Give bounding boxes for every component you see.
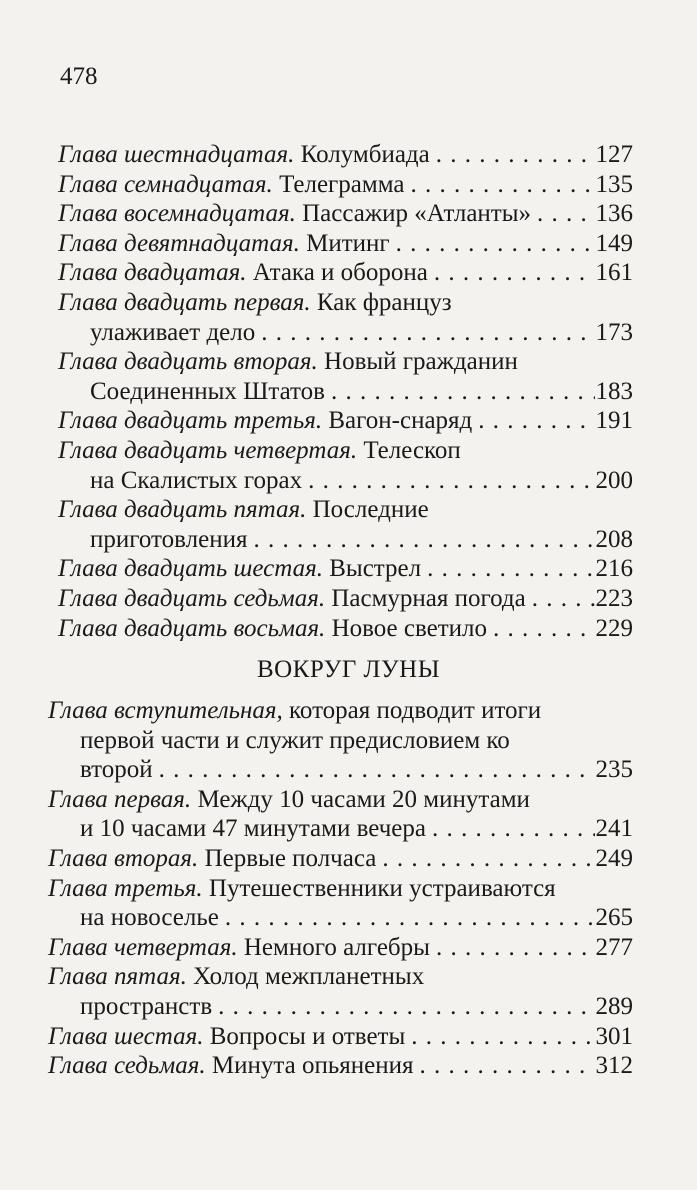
toc-entry-text [48,844,376,874]
chapter-name-line: Вагон-снаряд [328,407,473,435]
toc-entry-last-line [58,406,633,436]
toc-entry [0,229,697,259]
toc-entry-first-line [48,962,633,992]
toc-entry-text [48,1022,405,1052]
chapter-name-line: Новое светило [331,614,488,642]
toc-entry-last-line [48,1051,633,1081]
toc-entry [0,696,697,785]
chapter-name-line: Путешественники устраиваются [208,874,556,902]
chapter-name-line: Соединенных Штатов [90,377,325,405]
chapter-name-line: Вопросы и ответы [209,1022,406,1050]
toc-entry-text [48,933,430,963]
dot-leader [421,554,595,584]
chapter-name-line: на новоселье [80,904,219,932]
chapter-name-line: улаживает дело [90,318,256,346]
toc-entry-text [58,614,487,644]
page-ref: 277 [595,933,633,961]
dot-leader [413,1051,595,1081]
page-number: 478 [60,63,98,90]
toc-entry-last-line [58,554,633,584]
page-ref: 265 [595,904,633,932]
toc-entry [0,199,697,229]
toc-entry [0,874,697,933]
dot-leader [302,466,595,496]
dot-leader [526,584,595,614]
toc-entry [0,1022,697,1052]
table-of-contents [0,140,697,1081]
toc-entry [0,406,697,436]
toc-entry-last-line [58,229,633,259]
toc-entry-text [58,199,531,229]
chapter-title: Глава шестая. [48,1022,204,1050]
dot-leader [404,170,595,200]
chapter-title: Глава вступительная, [48,697,283,725]
page-ref: 200 [595,466,633,494]
chapter-name-line: приготовления [90,525,248,553]
chapter-title: Глава девятнадцатая. [58,229,300,257]
dot-leader [430,140,595,170]
toc-entry-text [48,1051,413,1081]
dot-leader [531,199,595,229]
dot-leader [426,814,595,844]
chapter-name-line: пространств [80,993,213,1021]
toc-entry-last-line [58,584,633,614]
chapter-title: Глава шестнадцатая. [58,141,295,168]
chapter-name-line: Минута опьянения [211,1052,414,1080]
toc-entry [0,495,697,554]
chapter-title: Глава двадцать вторая. [58,348,318,376]
chapter-name-line: Пасмурная погода [331,584,526,612]
toc-entry [0,347,697,406]
page-ref: 135 [595,170,633,198]
toc-entry [0,140,697,170]
toc-entry [0,962,697,1021]
toc-entry-last-line [58,466,633,496]
toc-entry-last-line [48,755,633,785]
chapter-name-line: Холод межпланетных [193,963,425,991]
toc-entry [0,288,697,347]
chapter-name-line: первой части и служит предисловием ко [80,726,510,754]
dot-leader [255,318,595,348]
toc-entry-last-line [58,258,633,288]
chapter-name-line: Выстрел [329,555,422,583]
toc-section-part1 [0,140,697,643]
toc-entry-last-line [48,992,633,1022]
toc-entry-last-line [48,903,633,933]
chapter-title: Глава двадцатая. [58,259,247,287]
toc-entry-first-line [58,436,633,466]
page-ref: 289 [595,993,633,1021]
chapter-title: Глава двадцать шестая. [58,555,323,583]
toc-entry-first-line [48,696,633,726]
page-ref: 161 [595,259,633,287]
chapter-name-line: Первые полчаса [204,845,377,873]
page-ref: 136 [595,200,633,228]
toc-entry-text [58,584,526,614]
chapter-title: Глава двадцать седьмая. [58,584,326,612]
dot-leader [430,933,595,963]
toc-entry-first-line [48,874,633,904]
page-ref: 216 [595,555,633,583]
toc-entry-last-line [58,170,633,200]
toc-entry-text [58,140,430,170]
page-ref: 301 [595,1022,633,1050]
toc-entry-first-line [58,288,633,318]
dot-leader [487,614,595,644]
chapter-title: Глава седьмая. [48,1052,206,1080]
toc-entry-last-line [58,525,633,555]
chapter-name-line: Пассажир «Атланты» [302,200,532,228]
toc-entry [0,554,697,584]
page-ref: 149 [595,229,633,257]
chapter-name-line: Новый гражданин [324,348,518,376]
page-ref: 183 [595,377,633,405]
toc-entry-last-line [48,933,633,963]
toc-entry-last-line [58,199,633,229]
chapter-name-line: Колумбиада [300,141,430,168]
dot-leader [472,406,595,436]
toc-entry-last-line [58,614,633,644]
toc-entry [0,614,697,644]
page-ref: 312 [595,1052,633,1080]
toc-entry-last-line [58,377,633,407]
page-ref: 191 [595,407,633,435]
chapter-title: Глава первая. [48,785,192,813]
chapter-title: Глава четвертая. [48,933,238,961]
toc-entry-last-line [48,1022,633,1052]
chapter-title: Глава двадцать четвертая. [58,436,358,464]
toc-entry-last-line [58,140,633,170]
toc-entry-text [58,258,428,288]
toc-section-part2 [0,696,697,1081]
dot-leader [219,903,595,933]
chapter-title: Глава пятая. [48,963,187,991]
dot-leader [428,258,595,288]
chapter-title: Глава двадцать первая. [58,288,311,316]
chapter-name-line: которая подводит итоги [289,697,542,725]
chapter-name-line: на Скалистых горах [90,466,303,494]
toc-entry-text [58,229,390,259]
toc-entry-text [58,554,421,584]
chapter-title: Глава двадцать третья. [58,407,323,435]
chapter-name-line: второй [80,756,153,784]
toc-entry-text [58,406,472,436]
dot-leader [405,1022,595,1052]
chapter-title: Глава двадцать пятая. [58,496,307,524]
chapter-name-line: Как француз [316,288,452,316]
page-ref: 127 [595,141,633,168]
page-ref: 229 [595,614,633,642]
chapter-name-line: Между 10 часами 20 минутами [197,785,530,813]
page-ref: 241 [595,815,633,843]
toc-entry [0,584,697,614]
chapter-title: Глава вторая. [48,845,199,873]
toc-entry [0,436,697,495]
dot-leader [247,525,595,555]
page-ref: 223 [595,584,633,612]
chapter-name-line: Атака и оборона [252,259,428,287]
toc-entry-text [58,170,404,200]
page-ref: 173 [595,318,633,346]
toc-entry [0,1051,697,1081]
toc-entry-last-line [48,814,633,844]
toc-entry [0,170,697,200]
toc-entry [0,844,697,874]
chapter-name-line: и 10 часами 47 минутами вечера [80,815,426,843]
dot-leader [376,844,595,874]
toc-entry [0,785,697,844]
chapter-title: Глава двадцать восьмая. [58,614,326,642]
chapter-name-line: Митинг [306,229,390,257]
toc-entry-first-line [48,785,633,815]
page-ref: 208 [595,525,633,553]
dot-leader [390,229,595,259]
page-ref: 235 [595,756,633,784]
part2-heading: ВОКРУГ ЛУНЫ [256,656,441,684]
toc-entry [0,933,697,963]
toc-entry-last-line [58,318,633,348]
chapter-name-line: Немного алгебры [243,933,430,961]
chapter-name-line: Телеграмма [279,170,405,198]
chapter-title: Глава семнадцатая. [58,170,273,198]
toc-entry [0,258,697,288]
dot-leader [325,377,595,407]
chapter-title: Глава третья. [48,874,203,902]
toc-entry-first-line [58,347,633,377]
chapter-name-line: Телескоп [363,436,461,464]
toc-entry-first-line [58,495,633,525]
chapter-name-line: Последние [312,496,429,524]
toc-entry-last-line [48,844,633,874]
dot-leader [153,755,595,785]
page-ref: 249 [595,845,633,873]
dot-leader [212,992,595,1022]
chapter-title: Глава восемнадцатая. [58,200,296,228]
